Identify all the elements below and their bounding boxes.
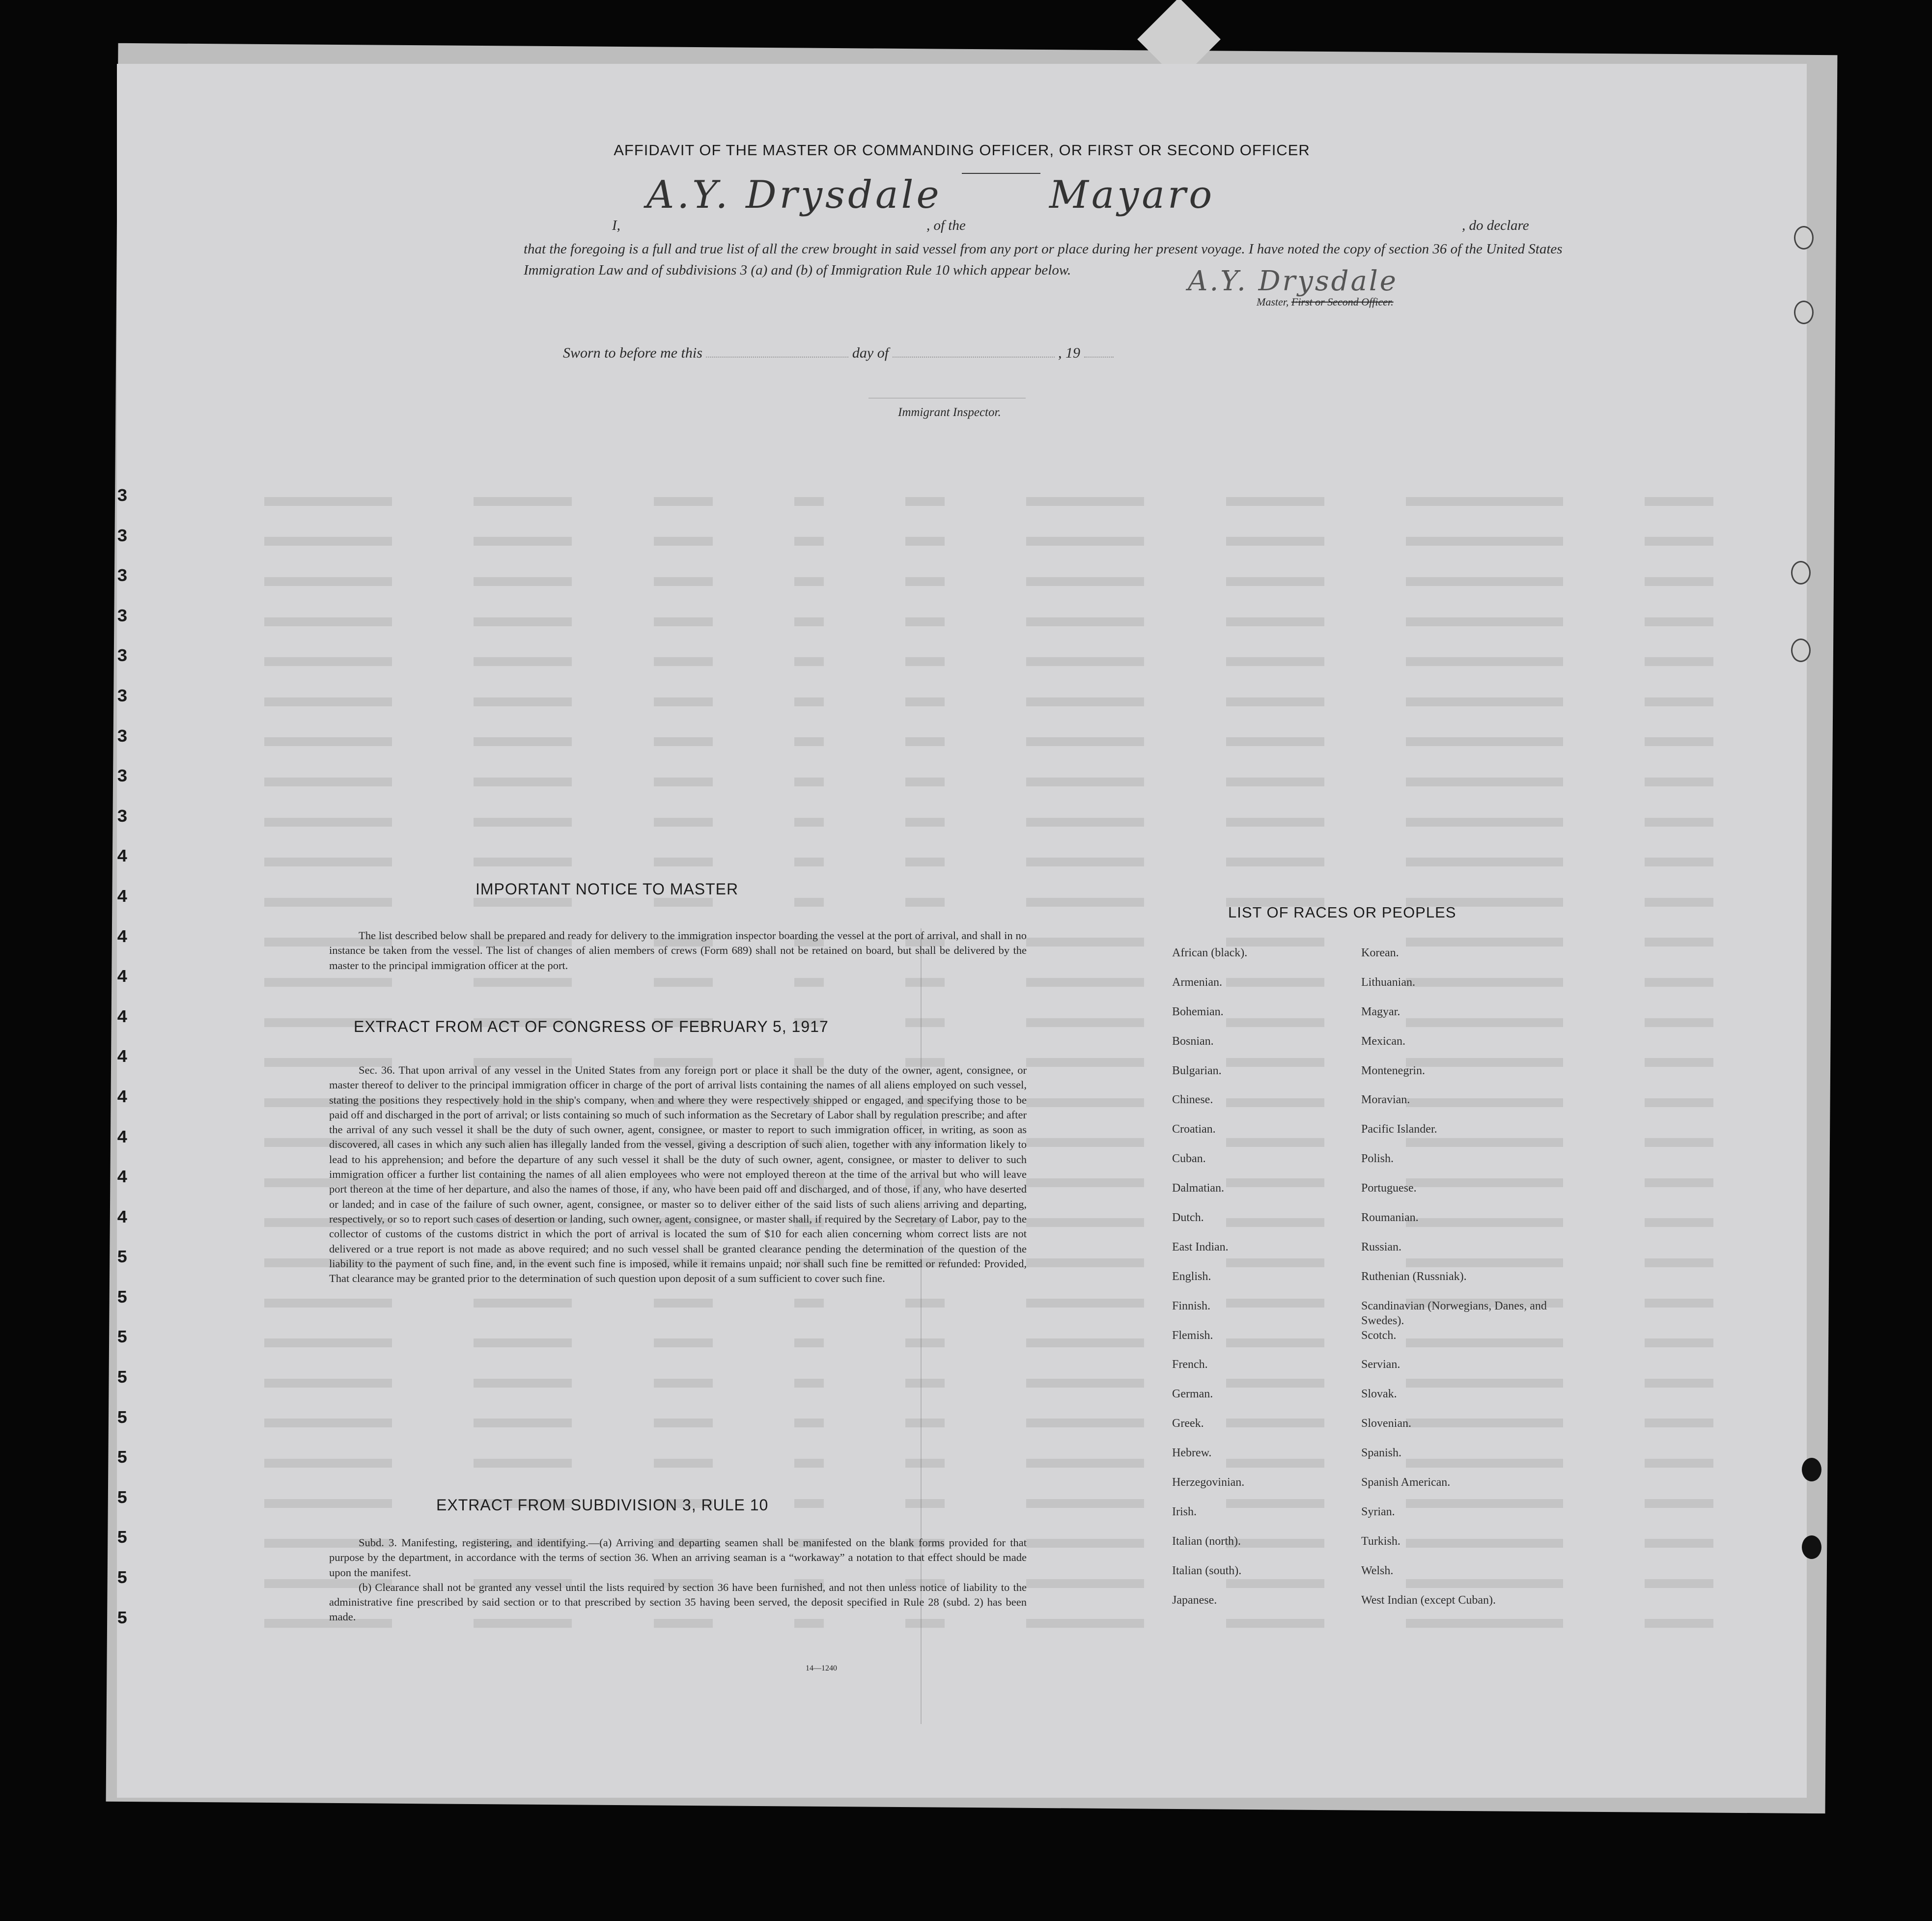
bleed-through-mark xyxy=(1226,497,1324,506)
bleed-through-mark xyxy=(654,697,713,706)
bleed-through-mark xyxy=(1645,577,1713,586)
bleed-through-mark xyxy=(1026,1419,1144,1427)
bleed-through-mark xyxy=(905,818,945,827)
bleed-through-mark xyxy=(794,1459,824,1468)
margin-number: 4 xyxy=(117,967,128,988)
bleed-through-mark xyxy=(794,1419,824,1427)
bleed-through-mark xyxy=(264,1499,392,1508)
bleed-through-mark xyxy=(474,978,572,987)
bleed-through-mark xyxy=(1645,1619,1713,1628)
bleed-through-mark xyxy=(474,898,572,907)
bleed-through-mark xyxy=(1645,1459,1713,1468)
race-item: Chinese. xyxy=(1172,1093,1213,1107)
race-item: Italian (south). xyxy=(1172,1564,1242,1577)
margin-number: 4 xyxy=(117,1007,128,1028)
manifest-sheet xyxy=(117,64,1807,1798)
bleed-through-mark xyxy=(264,978,392,987)
bleed-through-mark xyxy=(905,537,945,546)
race-item: Bulgarian. xyxy=(1172,1064,1222,1077)
bleed-through-mark xyxy=(794,1338,824,1347)
bleed-through-mark xyxy=(1645,1178,1713,1187)
bleed-through-mark xyxy=(1645,537,1713,546)
race-item: Greek. xyxy=(1172,1417,1204,1430)
bleed-through-mark xyxy=(905,697,945,706)
margin-number: 4 xyxy=(117,1127,128,1148)
bleed-through-mark xyxy=(905,737,945,746)
bleed-through-mark xyxy=(794,617,824,626)
bleed-through-mark xyxy=(264,778,392,786)
bleed-through-mark xyxy=(654,858,713,866)
sworn-year-blank xyxy=(1084,344,1114,358)
bleed-through-mark xyxy=(1026,898,1144,907)
bleed-through-mark xyxy=(654,1299,713,1308)
vessel-name-handwritten: Mayaro xyxy=(1049,173,1215,217)
bleed-through-mark xyxy=(264,737,392,746)
margin-number: 5 xyxy=(117,1408,128,1428)
margin-numbers xyxy=(117,486,140,1648)
bleed-through-mark xyxy=(1645,1058,1713,1067)
bleed-through-mark xyxy=(474,1419,572,1427)
bleed-through-mark xyxy=(1645,858,1713,866)
races-column-1 xyxy=(1172,946,1369,1622)
sworn-day-label: day of xyxy=(852,345,889,361)
bleed-through-mark xyxy=(1026,1459,1144,1468)
bleed-through-mark xyxy=(1026,1499,1144,1508)
bleed-through-mark xyxy=(1026,537,1144,546)
race-item: Slovenian. xyxy=(1361,1417,1411,1430)
bleed-through-mark xyxy=(1026,1178,1144,1187)
bleed-through-mark xyxy=(905,1419,945,1427)
bleed-through-mark xyxy=(474,537,572,546)
race-item: Portuguese. xyxy=(1361,1182,1417,1195)
race-item: Bohemian. xyxy=(1172,1005,1224,1018)
bleed-through-mark xyxy=(1406,657,1563,666)
signature-caption xyxy=(1257,296,1394,308)
race-item: Spanish. xyxy=(1361,1447,1402,1460)
bleed-through-mark xyxy=(654,1338,713,1347)
bleed-through-mark xyxy=(474,497,572,506)
bleed-through-mark xyxy=(474,818,572,827)
bleed-through-mark xyxy=(654,537,713,546)
margin-number: 5 xyxy=(117,1568,128,1589)
bleed-through-mark xyxy=(1645,1579,1713,1588)
bleed-through-mark xyxy=(654,657,713,666)
bleed-through-row xyxy=(264,682,1713,722)
bleed-through-mark xyxy=(1645,1338,1713,1347)
bleed-through-mark xyxy=(264,898,392,907)
bleed-through-mark xyxy=(1406,737,1563,746)
bleed-through-mark xyxy=(1645,1419,1713,1427)
race-item: Spanish American. xyxy=(1361,1476,1451,1489)
master-name-handwritten: A.Y. Drysdale xyxy=(646,173,942,217)
race-item: Mexican. xyxy=(1361,1034,1405,1048)
bleed-through-mark xyxy=(1026,1299,1144,1308)
bleed-through-mark xyxy=(1645,657,1713,666)
margin-number: 3 xyxy=(117,686,128,707)
bleed-through-mark xyxy=(1645,1379,1713,1388)
race-item: Herzegovinian. xyxy=(1172,1476,1245,1489)
bleed-through-mark xyxy=(794,577,824,586)
bleed-through-mark xyxy=(654,978,713,987)
bleed-through-mark xyxy=(1645,697,1713,706)
margin-number: 4 xyxy=(117,1047,128,1068)
sworn-month-blank xyxy=(893,344,1055,358)
bleed-through-mark xyxy=(1406,778,1563,786)
bleed-through-mark xyxy=(1406,577,1563,586)
bleed-through-mark xyxy=(794,497,824,506)
race-item: Hebrew. xyxy=(1172,1447,1212,1460)
form-number: 14—1240 xyxy=(806,1664,837,1672)
race-item: Dalmatian. xyxy=(1172,1182,1224,1195)
race-item: Lithuanian. xyxy=(1361,975,1415,989)
bleed-through-mark xyxy=(1645,1539,1713,1548)
bleed-through-mark xyxy=(1406,858,1563,866)
race-item: Scandinavian (Norwegians, Danes, and Swedes). xyxy=(1361,1299,1547,1327)
bleed-through-mark xyxy=(1226,737,1324,746)
of-the-label: , of the xyxy=(926,218,966,233)
bleed-through-mark xyxy=(794,858,824,866)
margin-number: 5 xyxy=(117,1488,128,1508)
bleed-through-mark xyxy=(264,617,392,626)
race-item: Moravian. xyxy=(1361,1093,1410,1107)
bleed-through-mark xyxy=(905,858,945,866)
act-extract-title: EXTRACT FROM ACT OF CONGRESS OF FEBRUARY 5, 1917 xyxy=(354,1018,829,1035)
bleed-through-mark xyxy=(654,1379,713,1388)
punch-hole xyxy=(1802,1535,1821,1559)
bleed-through-mark xyxy=(264,657,392,666)
bleed-through-mark xyxy=(1026,1098,1144,1107)
bleed-through-mark xyxy=(794,1299,824,1308)
bleed-through-mark xyxy=(1226,858,1324,866)
bleed-through-mark xyxy=(1645,1098,1713,1107)
bleed-through-mark xyxy=(1406,697,1563,706)
bleed-through-mark xyxy=(1645,778,1713,786)
bleed-through-mark xyxy=(1026,1338,1144,1347)
bleed-through-mark xyxy=(1226,697,1324,706)
bleed-through-mark xyxy=(474,617,572,626)
race-item: Dutch. xyxy=(1172,1211,1204,1225)
race-item: Pacific Islander. xyxy=(1361,1123,1437,1136)
margin-number: 3 xyxy=(117,807,128,827)
race-item: Syrian. xyxy=(1361,1505,1395,1518)
bleed-through-row xyxy=(264,481,1713,522)
bleed-through-mark xyxy=(1026,737,1144,746)
punch-hole xyxy=(1802,1458,1821,1481)
bleed-through-mark xyxy=(1406,818,1563,827)
race-item: Servian. xyxy=(1361,1358,1400,1371)
punch-hole xyxy=(1791,639,1811,662)
bleed-through-mark xyxy=(1026,1539,1144,1548)
margin-number: 3 xyxy=(117,486,128,506)
bleed-through-mark xyxy=(1645,497,1713,506)
bleed-through-mark xyxy=(1226,617,1324,626)
bleed-through-mark xyxy=(474,1379,572,1388)
margin-number: 4 xyxy=(117,927,128,947)
section-36-paragraph: Sec. 36. That upon arrival of any vessel in the United States from any foreign port or place it shall be the duty of the owner, agent, consignee, or master thereof to deliver to the principal immigration officer in charge of the port of arrival lists containing the names of all aliens employed on such vessel, stating the positions they respectively hold in the ship's company, when and where they were respectively shipped or engaged, and specifying those to be paid off and discharged in the port of arrival; or lists containing so much of such information as the Secretary of Labor shall by regulation prescribe; and after the arrival of any such vessel it shall be the duty of such owner, agent, consignee, or master to report to such immigration officer, in writing, as soon as discovered, all cases in which any such alien has illegally landed from the vessel, giving a description of such alien, together with any information likely to lead to his apprehension; and before the departure of any such vessel it shall be the duty of such owner, agent, consignee, or master to deliver to such immigration officer a further list containing the names of all alien employees who were not employed thereon at the time of the arrival but who will leave port thereon at the time of her departure, and also the names of those, if any, who have been paid off and discharged, and of those, if any, who have deserted or landed; and in case of the failure of such owner, agent, consignee, or master so to deliver either of the said lists of such aliens arriving and departing, respectively, or so to report such cases of desertion or landing, such owner, agent, consignee, or master shall, if required by the Secretary of Labor, pay to the collector of customs of the customs district in which the port of arrival is located the sum of $10 for each alien concerning whom correct lists are not delivered or a true report is not made as above required; and no such vessel shall be granted clearance pending the determination of the question of the liability to the payment of such fine, and, in the event such fine is imposed, while it remains unpaid; nor shall such fine be remitted or refunded: Provided, That clearance may be granted prior to the determination of such question upon deposit of a sum sufficient to cover such fine. xyxy=(329,1064,1027,1285)
notice-paragraph: The list described below shall be prepared and ready for delivery to the immigration inspector boarding the vessel at the port of arrival, and shall in no instance be taken from the vessel. The list of changes of alien members of crews (Form 689) shall not be retained on board, but shall be delivered by the master to the principal immigration officer at the port. xyxy=(329,929,1027,972)
bleed-through-mark xyxy=(905,778,945,786)
bleed-through-mark xyxy=(1645,1218,1713,1227)
do-declare-label: , do declare xyxy=(1462,218,1529,233)
bleed-through-mark xyxy=(264,818,392,827)
bleed-through-mark xyxy=(474,577,572,586)
bleed-through-mark xyxy=(905,1338,945,1347)
bleed-through-mark xyxy=(1645,938,1713,947)
bleed-through-mark xyxy=(794,898,824,907)
race-item: Welsh. xyxy=(1361,1564,1394,1577)
race-item: Polish. xyxy=(1361,1152,1394,1166)
bleed-through-mark xyxy=(905,1299,945,1308)
bleed-through-mark xyxy=(474,657,572,666)
affidavit-title: AFFIDAVIT OF THE MASTER OR COMMANDING OFFICER, OR FIRST OR SECOND OFFICER xyxy=(614,141,1310,159)
margin-number: 5 xyxy=(117,1608,128,1629)
bleed-through-mark xyxy=(1026,577,1144,586)
margin-number: 4 xyxy=(117,1207,128,1228)
races-title: LIST OF RACES OR PEOPLES xyxy=(1228,904,1456,921)
bleed-through-mark xyxy=(474,1338,572,1347)
bleed-through-mark xyxy=(1645,737,1713,746)
declaration xyxy=(524,173,1575,281)
race-item: Flemish. xyxy=(1172,1329,1213,1342)
bleed-through-mark xyxy=(905,978,945,987)
bleed-through-mark xyxy=(1406,497,1563,506)
bleed-through-mark xyxy=(264,577,392,586)
notice-title: IMPORTANT NOTICE TO MASTER xyxy=(476,880,739,898)
rule-extract-text xyxy=(329,1535,1027,1625)
race-item: Bosnian. xyxy=(1172,1034,1214,1048)
bleed-through-mark xyxy=(905,1379,945,1388)
bleed-through-mark xyxy=(1226,778,1324,786)
bleed-through-mark xyxy=(1026,697,1144,706)
bleed-through-mark xyxy=(794,657,824,666)
inspector-caption: Immigrant Inspector. xyxy=(898,406,1001,419)
race-item: Cuban. xyxy=(1172,1152,1206,1166)
bleed-through-mark xyxy=(794,537,824,546)
master-signature: A.Y. Drysdale xyxy=(1188,265,1398,297)
bleed-through-mark xyxy=(794,818,824,827)
bleed-through-mark xyxy=(474,697,572,706)
bleed-through-mark xyxy=(654,497,713,506)
bleed-through-mark xyxy=(474,1459,572,1468)
margin-number: 5 xyxy=(117,1448,128,1469)
bleed-through-mark xyxy=(264,537,392,546)
bleed-through-mark xyxy=(1026,1379,1144,1388)
bleed-through-mark xyxy=(1026,1579,1144,1588)
race-item: East Indian. xyxy=(1172,1240,1229,1253)
declaration-body: that the foregoing is a full and true list of all the crew brought in said vessel from any port or place during her present voyage. I have noted the copy of section 36 of the United States Immigration Law and of subdivisions 3 (a) and (b) of Immigration Rule 10 which appear below. xyxy=(524,241,1563,278)
race-item: Ruthenian (Russniak). xyxy=(1361,1270,1467,1283)
punch-hole xyxy=(1791,561,1811,585)
rule-paragraph-b: (b) Clearance shall not be granted any vessel until the lists required by section 36 have been furnished, and not then unless notice of liability to the administrative fine prescribed by said section or to that prescribed by section 35 having been served, the deposit specified in Rule 28 (subd. 2) has been made. xyxy=(329,1581,1027,1623)
bleed-through-mark xyxy=(1645,1018,1713,1027)
bleed-through-mark xyxy=(1226,577,1324,586)
race-item: Irish. xyxy=(1172,1505,1197,1518)
bleed-through-mark xyxy=(1026,978,1144,987)
bleed-through-mark xyxy=(905,497,945,506)
bleed-through-mark xyxy=(905,1018,945,1027)
punch-hole xyxy=(1794,301,1814,324)
title-rule xyxy=(962,173,1040,174)
bleed-through-mark xyxy=(654,617,713,626)
bleed-through-mark xyxy=(654,737,713,746)
bleed-through-row xyxy=(264,802,1713,842)
race-item: Slovak. xyxy=(1361,1388,1397,1401)
race-item: Turkish. xyxy=(1361,1534,1400,1548)
bleed-through-mark xyxy=(1026,778,1144,786)
races-column-2 xyxy=(1361,946,1558,1622)
margin-number: 3 xyxy=(117,606,128,627)
bleed-through-mark xyxy=(1406,617,1563,626)
bleed-through-mark xyxy=(474,1299,572,1308)
sworn-day-blank xyxy=(706,344,848,358)
column-divider xyxy=(921,928,922,1724)
bleed-through-mark xyxy=(474,858,572,866)
bleed-through-mark xyxy=(1645,1258,1713,1267)
bleed-through-mark xyxy=(905,657,945,666)
bleed-through-row xyxy=(264,561,1713,602)
bleed-through-mark xyxy=(264,858,392,866)
bleed-through-mark xyxy=(264,1419,392,1427)
race-item: French. xyxy=(1172,1358,1208,1371)
bleed-through-mark xyxy=(794,737,824,746)
i-label: I, xyxy=(612,218,620,233)
margin-number: 5 xyxy=(117,1528,128,1549)
bleed-through-mark xyxy=(1026,497,1144,506)
bleed-through-mark xyxy=(1226,818,1324,827)
bleed-through-mark xyxy=(654,898,713,907)
bleed-through-mark xyxy=(794,1499,824,1508)
bleed-through-mark xyxy=(1026,938,1144,947)
race-item: Montenegrin. xyxy=(1361,1064,1425,1077)
bleed-through-mark xyxy=(474,778,572,786)
sworn-line xyxy=(563,344,1300,362)
bleed-through-mark xyxy=(1026,1619,1144,1628)
race-item: German. xyxy=(1172,1388,1213,1401)
bleed-through-mark xyxy=(1645,1299,1713,1308)
bleed-through-mark xyxy=(264,1379,392,1388)
bleed-through-mark xyxy=(1226,537,1324,546)
bleed-through-mark xyxy=(905,898,945,907)
bleed-through-mark xyxy=(654,818,713,827)
margin-number: 3 xyxy=(117,526,128,547)
bleed-through-row xyxy=(264,641,1713,682)
rule-extract-title: EXTRACT FROM SUBDIVISION 3, RULE 10 xyxy=(436,1496,769,1514)
race-item: English. xyxy=(1172,1270,1211,1283)
bleed-through-mark xyxy=(905,617,945,626)
bleed-through-row xyxy=(264,602,1713,642)
race-item: Armenian. xyxy=(1172,975,1222,989)
race-item: African (black). xyxy=(1172,947,1248,959)
bleed-through-mark xyxy=(905,1459,945,1468)
bleed-through-mark xyxy=(264,697,392,706)
bleed-through-mark xyxy=(1026,1218,1144,1227)
bleed-through-mark xyxy=(1026,617,1144,626)
punch-hole xyxy=(1794,226,1814,250)
margin-number: 5 xyxy=(117,1248,128,1268)
margin-number: 3 xyxy=(117,566,128,587)
bleed-through-mark xyxy=(654,778,713,786)
margin-number: 4 xyxy=(117,1168,128,1188)
act-extract-text xyxy=(329,1063,1027,1286)
bleed-through-row xyxy=(264,722,1713,762)
sworn-year-label: , 19 xyxy=(1058,345,1081,361)
bleed-through-row xyxy=(264,762,1713,802)
bleed-through-mark xyxy=(1226,657,1324,666)
race-item: Russian. xyxy=(1361,1240,1402,1253)
margin-number: 5 xyxy=(117,1287,128,1308)
race-item: Magyar. xyxy=(1361,1005,1400,1018)
bleed-through-mark xyxy=(1645,1499,1713,1508)
bleed-through-mark xyxy=(1026,1138,1144,1147)
bleed-through-mark xyxy=(474,737,572,746)
bleed-through-mark xyxy=(264,1299,392,1308)
bleed-through-mark xyxy=(1645,617,1713,626)
bleed-through-mark xyxy=(794,1379,824,1388)
race-item: Japanese. xyxy=(1172,1593,1217,1607)
bleed-through-mark xyxy=(654,577,713,586)
bleed-through-row xyxy=(264,842,1713,882)
bleed-through-mark xyxy=(264,1338,392,1347)
race-item: Finnish. xyxy=(1172,1299,1211,1312)
notice-text xyxy=(329,928,1027,973)
margin-number: 3 xyxy=(117,767,128,787)
bleed-through-mark xyxy=(1645,978,1713,987)
bleed-through-mark xyxy=(1026,657,1144,666)
race-item: West Indian (except Cuban). xyxy=(1361,1593,1496,1607)
bleed-through-mark xyxy=(794,978,824,987)
bleed-through-mark xyxy=(905,1499,945,1508)
sworn-prefix: Sworn to before me this xyxy=(563,345,702,361)
margin-number: 5 xyxy=(117,1328,128,1348)
bleed-through-mark xyxy=(794,778,824,786)
caption-master: Master, xyxy=(1257,296,1289,308)
margin-number: 4 xyxy=(117,887,128,907)
bleed-through-mark xyxy=(264,497,392,506)
race-item: Italian (north). xyxy=(1172,1534,1241,1548)
margin-number: 4 xyxy=(117,847,128,867)
caption-struck-officer: First or Second Officer. xyxy=(1291,296,1394,308)
bleed-through-mark xyxy=(794,697,824,706)
bleed-through-mark xyxy=(1026,858,1144,866)
bleed-through-mark xyxy=(1026,818,1144,827)
bleed-through-mark xyxy=(654,1459,713,1468)
bleed-through-mark xyxy=(654,1419,713,1427)
race-item: Scotch. xyxy=(1361,1329,1397,1342)
bleed-through-mark xyxy=(1026,1258,1144,1267)
margin-number: 4 xyxy=(117,1087,128,1108)
race-item: Korean. xyxy=(1361,947,1399,959)
margin-number: 5 xyxy=(117,1368,128,1389)
bleed-through-mark xyxy=(905,577,945,586)
bleed-through-mark xyxy=(1026,1058,1144,1067)
bleed-through-mark xyxy=(1645,1138,1713,1147)
bleed-through-mark xyxy=(264,1459,392,1468)
bleed-through-mark xyxy=(1645,818,1713,827)
race-item: Roumanian. xyxy=(1361,1211,1419,1225)
margin-number: 3 xyxy=(117,726,128,747)
rule-paragraph-a: Subd. 3. Manifesting, registering, and identifying.—(a) Arriving and departing seamen shall be manifested on the blank forms provided for that purpose by the department, in accordance with the terms of section 36. When an arriving seaman is a “workaway” a notation to that effect should be made upon the manifest. xyxy=(329,1536,1027,1579)
bleed-through-mark xyxy=(1026,1018,1144,1027)
margin-number: 3 xyxy=(117,646,128,667)
bleed-through-mark xyxy=(1406,537,1563,546)
bleed-through-row xyxy=(264,522,1713,562)
race-item: Croatian. xyxy=(1172,1123,1216,1136)
bleed-through-mark xyxy=(1645,898,1713,907)
